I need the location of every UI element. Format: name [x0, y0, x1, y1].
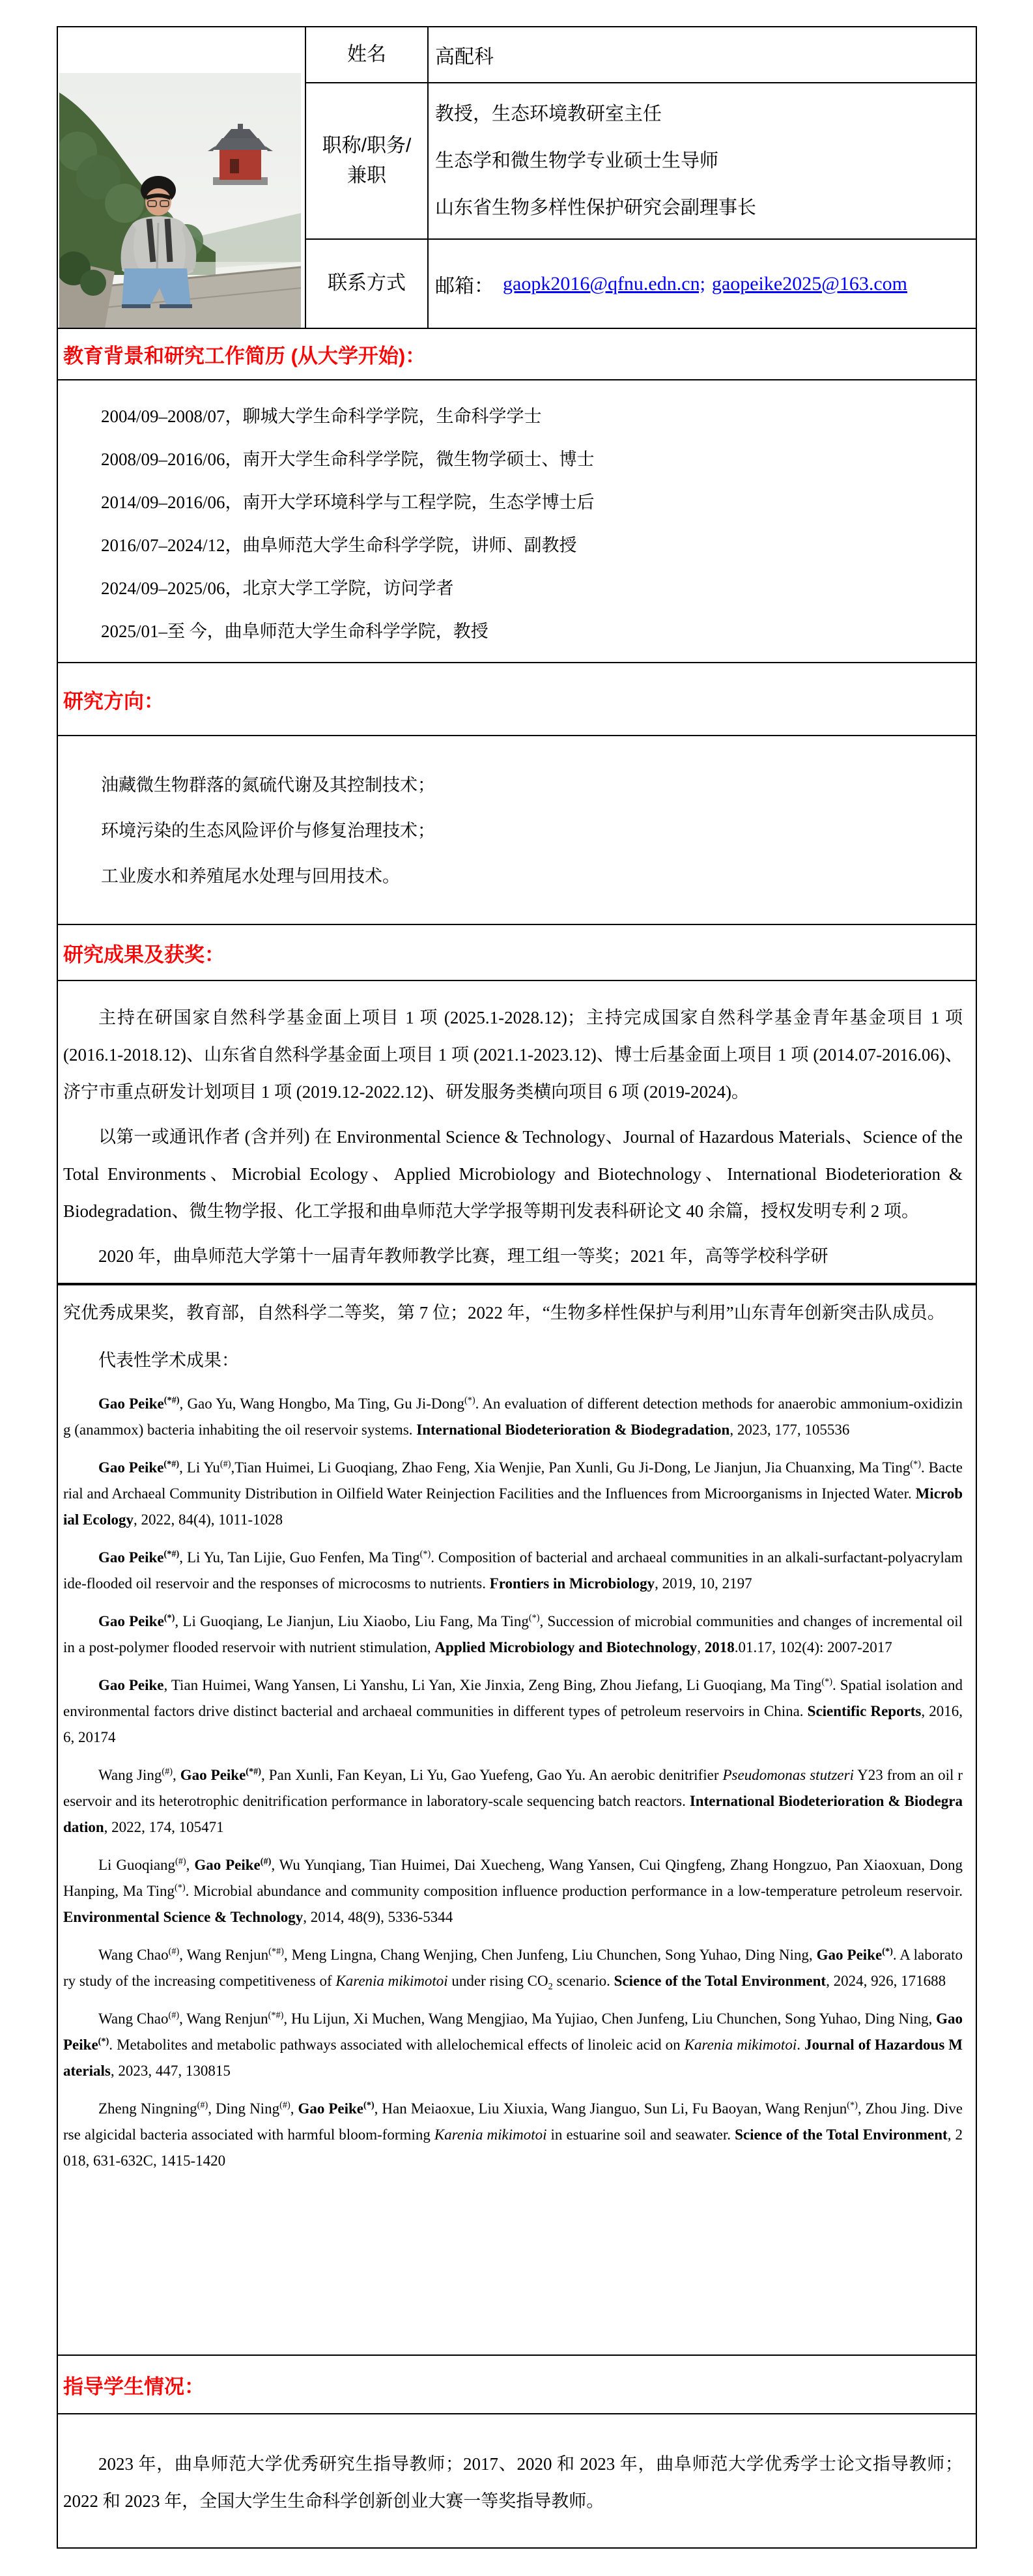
contact-label	[306, 240, 429, 328]
education-item: 2004/09–2008/07，聊城大学生命科学学院，生命科学学士	[101, 407, 542, 426]
title-label-line1: 职称/职务/	[322, 134, 412, 156]
section-header-directions: 研究方向：	[58, 662, 976, 735]
research-direction-item: 油藏微生物群落的氮硫代谢及其控制技术；	[101, 775, 435, 795]
section-directions	[58, 735, 976, 924]
email-prefix: 邮箱：	[435, 275, 494, 297]
section-header-achievements: 研究成果及获奖：	[58, 924, 976, 980]
education-item: 2008/09–2016/06，南开大学生命科学学院，微生物学硕士、博士	[101, 450, 595, 469]
publication-item: Li Guoqiang(#), Gao Peike(#), Wu Yunqiang, Tian Huimei, Dai Xuecheng, Wang Yansen, Cui Qingfeng, Zhang Hongzuo, Pan Xiaoxuan, Dong Hanping, Ma Ting(*). Microbial abundance and community composition influence production performance in a low-temperature petroleum reservoir. Environmental Science & Technology, 2014, 48(9), 5336-5344	[63, 1856, 963, 1925]
education-item: 2016/07–2024/12，曲阜师范大学生命科学学院，讲师、副教授	[101, 536, 577, 555]
section-header-education: 教育背景和研究工作简历 (从大学开始)：	[58, 328, 976, 379]
name-label	[306, 27, 429, 83]
students-paragraph: 2023 年，曲阜师范大学优秀研究生指导教师；2017、2020 和 2023 年，曲阜师范大学优秀学士论文指导教师；2022 和 2023 年，全国大学生生命科学创新创业大赛一等奖指导教师。	[63, 2454, 963, 2511]
education-item: 2025/01–至 今，曲阜师范大学生命科学学院，教授	[101, 622, 488, 641]
contact-label-text: 联系方式	[328, 272, 406, 294]
publication-item: Wang Chao(#), Wang Renjun(*#), Meng Lingna, Chang Wenjing, Chen Junfeng, Liu Chunchen, Song Yuhao, Ding Ning, Gao Peike(*). A laboratory study of the increasing competitiveness of Karenia mikimotoi under rising $CO_2$ scenario. Science of the Total Environment, 2024, 926, 171688	[63, 1946, 963, 1992]
publication-item: Gao Peike(*), Li Guoqiang, Le Jianjun, Liu Xiaobo, Liu Fang, Ma Ting(*), Succession of microbial communities and changes of incremental oil in a post-polymer flooded reservoir with nutrient stimulation, Applied Microbiology and Biotechnology, 2018.01.17, 102(4): 2007-2017	[63, 1612, 963, 1655]
contact-value	[429, 240, 976, 328]
profile-photo	[59, 73, 301, 328]
profile-sheet	[57, 26, 977, 2549]
name-label-text: 姓名	[347, 43, 386, 65]
section-education	[58, 379, 976, 662]
achievements-paragraph-awards-part1: 2020 年，曲阜师范大学第十一届青年教师教学比赛，理工组一等奖；2021 年，高等学校科学研	[98, 1246, 828, 1266]
achievements-paragraph-awards-part2: 究优秀成果奖，教育部，自然科学二等奖，第 7 位；2022 年，“生物多样性保护与利用”山东青年创新突击队成员。	[63, 1303, 945, 1323]
research-direction-item: 环境污染的生态风险评价与修复治理技术；	[101, 821, 435, 840]
title-line: 生态学和微生物学专业硕士生导师	[435, 150, 719, 171]
representative-works-heading: 代表性学术成果：	[98, 1351, 239, 1370]
education-item: 2014/09–2016/06，南开大学环境科学与工程学院，生态学博士后	[101, 493, 595, 512]
publication-item: Gao Peike(*#), Li Yu, Tan Lijie, Guo Fenfen, Ma Ting(*). Composition of bacterial and archaeal communities in an alkali-surfactant-polyacrylamide-flooded oil reservoir and the responses of microcosms to nutrients. Frontiers in Microbiology, 2019, 10, 2197	[63, 1549, 963, 1592]
publication-item: Wang Chao(#), Wang Renjun(*#), Hu Lijun, Xi Muchen, Wang Mengjiao, Ma Yujiao, Chen Junfeng, Liu Chunchen, Song Yuhao, Ding Ning, Gao Peike(*). Metabolites and metabolic pathways associated with allelochemical effects of linoleic acid on Karenia mikimotoi. Journal of Hazardous Materials, 2023, 447, 130815	[63, 2010, 963, 2079]
education-item: 2024/09–2025/06，北京大学工学院，访问学者	[101, 579, 454, 598]
page-break-divider	[58, 1283, 976, 1285]
title-label	[306, 83, 429, 240]
achievements-paragraph-projects: 主持在研国家自然科学基金面上项目 1 项 (2025.1-2028.12)；主持完成国家自然科学基金青年基金项目 1 项 (2016.1-2018.12)、山东省自然科学基金面上项目 1 项 (2021.1-2023.12)、博士后基金面上项目 1 项 (2014.07-2016.06)、济宁市重点研发计划项目 1 项 (2019.12-2022.12)、研发服务类横向项目 6 项 (2019-2024)。	[63, 1008, 963, 1102]
research-direction-item: 工业废水和养殖尾水处理与回用技术。	[101, 866, 400, 886]
publication-item: Gao Peike, Tian Huimei, Wang Yansen, Li Yanshu, Li Yan, Xie Jinxia, Zeng Bing, Zhou Jiefang, Li Guoqiang, Ma Ting(*). Spatial isolation and environmental factors drive distinct bacterial and archaeal communities in different types of petroleum reservoirs in China. Scientific Reports, 2016, 6, 20174	[63, 1676, 963, 1745]
publication-item: Zheng Ningning(#), Ding Ning(#), Gao Peike(*), Han Meiaoxue, Liu Xiuxia, Wang Jianguo, Sun Li, Fu Baoyan, Wang Renjun(*), Zhou Jing. Diverse algicidal bacteria associated with harmful bloom-forming Karenia mikimotoi in estuarine soil and seawater. Science of the Total Environment, 2018, 631-632C, 1415-1420	[63, 2100, 963, 2169]
name-value: 高配科	[429, 27, 976, 83]
section-header-students: 指导学生情况：	[58, 2354, 976, 2413]
publication-list	[63, 1391, 963, 2174]
publication-item: Gao Peike(*#), Li Yu(#),Tian Huimei, Li Guoqiang, Zhao Feng, Xia Wenjie, Pan Xunli, Gu Ji-Dong, Le Jianjun, Jia Chuanxing, Ma Ting(*). Bacterial and Archaeal Community Distribution in Oilfield Water Reinjection Facilities and the Influences from Microorganisms in Injected Water. Microbial Ecology, 2022, 84(4), 1011-1028	[63, 1459, 963, 1528]
publication-item: Wang Jing(#), Gao Peike(*#), Pan Xunli, Fan Keyan, Li Yu, Gao Yuefeng, Gao Yu. An aerobic denitrifier Pseudomonas stutzeri Y23 from an oil reservoir and its heterotrophic denitrification performance in laboratory-scale sequencing batch reactors. International Biodeterioration & Biodegradation, 2022, 174, 105471	[63, 1766, 963, 1835]
title-line: 教授，生态环境教研室主任	[435, 104, 662, 124]
email-link-1[interactable]: gaopk2016@qfnu.edn.cn;	[503, 272, 705, 294]
profile-photo-cell	[58, 27, 306, 328]
profile-table	[58, 27, 976, 328]
title-label-line2: 兼职	[347, 165, 386, 186]
email-link-2[interactable]: gaopeike2025@163.com	[711, 272, 907, 294]
achievements-paragraph-papers: 以第一或通讯作者 (含并列) 在 Environmental Science & Technology、Journal of Hazardous Materials、Science of the Total Environments、Microbial Ecology、Applied Microbiology and Biotechnology、International Biodeterioration & Biodegradation、微生物学报、化工学报和曲阜师范大学学报等期刊发表科研论文 40 余篇，授权发明专利 2 项。	[63, 1127, 963, 1221]
publication-item: Gao Peike(*#), Gao Yu, Wang Hongbo, Ma Ting, Gu Ji-Dong(*). An evaluation of different detection methods for anaerobic ammonium-oxidizing (anammox) bacteria inhabiting the oil reservoir systems. International Biodeterioration & Biodegradation, 2023, 177, 105536	[63, 1395, 963, 1438]
section-students	[58, 2413, 976, 2547]
section-achievements	[58, 980, 976, 2354]
title-line: 山东省生物多样性保护研究会副理事长	[435, 197, 757, 218]
title-value	[429, 83, 976, 240]
